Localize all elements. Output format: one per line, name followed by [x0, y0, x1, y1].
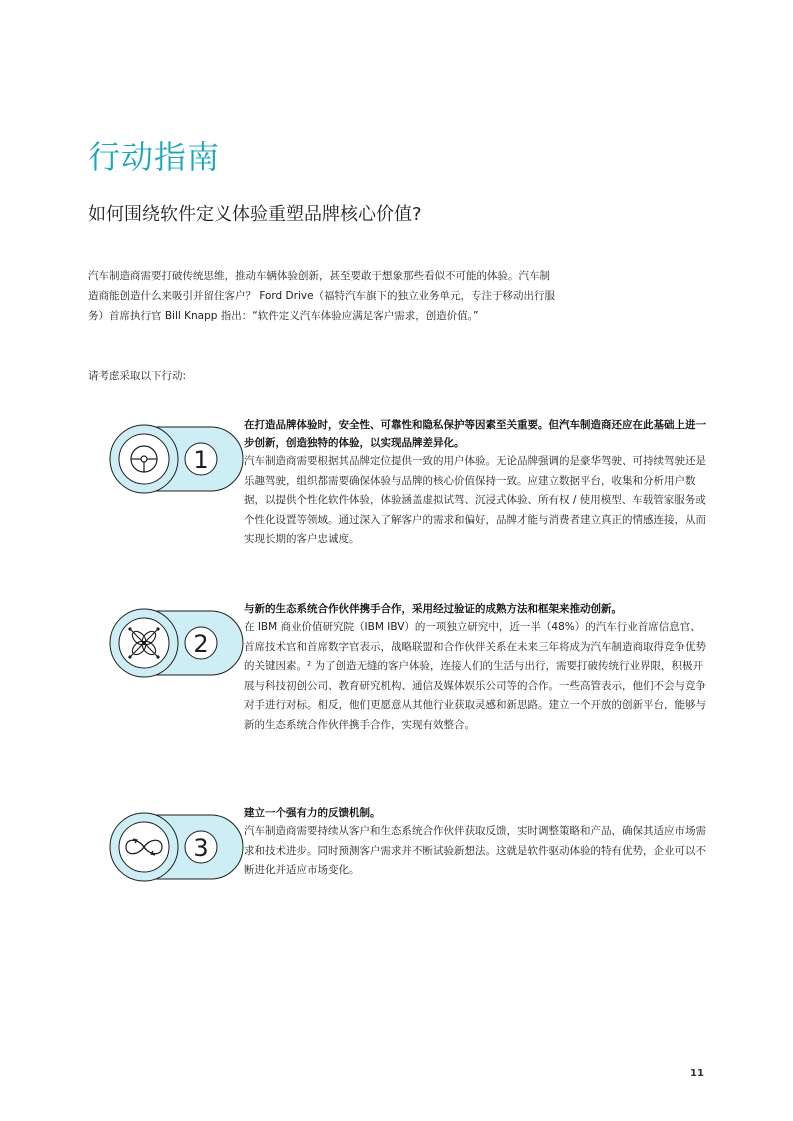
ecosystem-icon: [106, 608, 246, 678]
intro-paragraph: 汽车制造商需要打破传统思维，推动车辆体验创新，甚至要敢于想象那些看似不可能的体验。汽车制造商能创造什么来吸引并留住客户？ Ford Drive（福特汽车旗下的独立业务单元，专注于移动出行服务）首席执行官 Bill Knapp 指出：“软件定义汽车体验应满足客户需求，创造价值。”: [88, 270, 556, 322]
action-heading: 与新的生态系统合作伙伴携手合作，采用经过验证的成熟方法和框架来推动创新。: [244, 603, 622, 615]
page-number: 11: [690, 1068, 704, 1079]
action-heading: 在打造品牌体验时，安全性、可靠性和隐私保护等因素至关重要。但汽车制造商还应在此基础上进一步创新，创造独特的体验，以实现品牌差异化。: [244, 419, 706, 449]
action-item-2: [88, 600, 718, 770]
action-number: 2: [193, 630, 209, 658]
page-subtitle: 如何围绕软件定义体验重塑品牌核心价值?: [88, 204, 422, 225]
action-number: 1: [193, 446, 209, 474]
action-item-1: [88, 416, 718, 566]
feedback-loop-icon: [106, 812, 246, 882]
action-item-3: [88, 804, 718, 894]
action-body: 汽车制造商需要持续从客户和生态系统合作伙伴获取反馈，实时调整策略和产品，确保其适应市场需求和技术进步。同时预测客户需求并不断试验新想法。这就是软件驱动体验的特有优势，企业可以不断进化并适应市场变化。: [244, 825, 706, 876]
action-body: 汽车制造商需要根据其品牌定位提供一致的用户体验。无论品牌强调的是豪华驾驶、可持续驾驶还是乐趣驾驶，组织都需要确保体验与品牌的核心价值保持一致。应建立数据平台，收集和分析用户数据，以提供个性化软件体验，体验涵盖虚拟试驾、沉浸式体验、所有权 / 使用模型、车载管家服务或个性化设置等领域。通过深入了解客户的需求和偏好，品牌才能与消费者建立真正的情感连接，从而实现长期的客户忠诚度。: [244, 455, 706, 545]
actions-prompt: 请考虑采取以下行动:: [88, 370, 187, 382]
action-heading: 建立一个强有力的反馈机制。: [244, 807, 381, 819]
steering-wheel-icon: [106, 424, 246, 494]
action-number: 3: [193, 834, 209, 862]
page-title: 行动指南: [88, 138, 221, 176]
action-body: 在 IBM 商业价值研究院（IBM IBV）的一项独立研究中，近一半（48%）的汽车行业首席信息官、首席技术官和首席数字官表示，战略联盟和合作伙伴关系在未来三年将成为汽车制造商取得竞争优势的关键因素。² 为了创造无缝的客户体验，连接人们的生活与出行，需要打破传统行业界限，积极开展与科技初创公司、教育研究机构、通信及媒体娱乐公司等的合作。一些高管表示，他们不会与竞争对手进行对标。相反，他们更愿意从其他行业获取灵感和新思路。建立一个开放的创新平台，能够与新的生态系统合作伙伴携手合作，实现有效整合。: [244, 621, 706, 731]
